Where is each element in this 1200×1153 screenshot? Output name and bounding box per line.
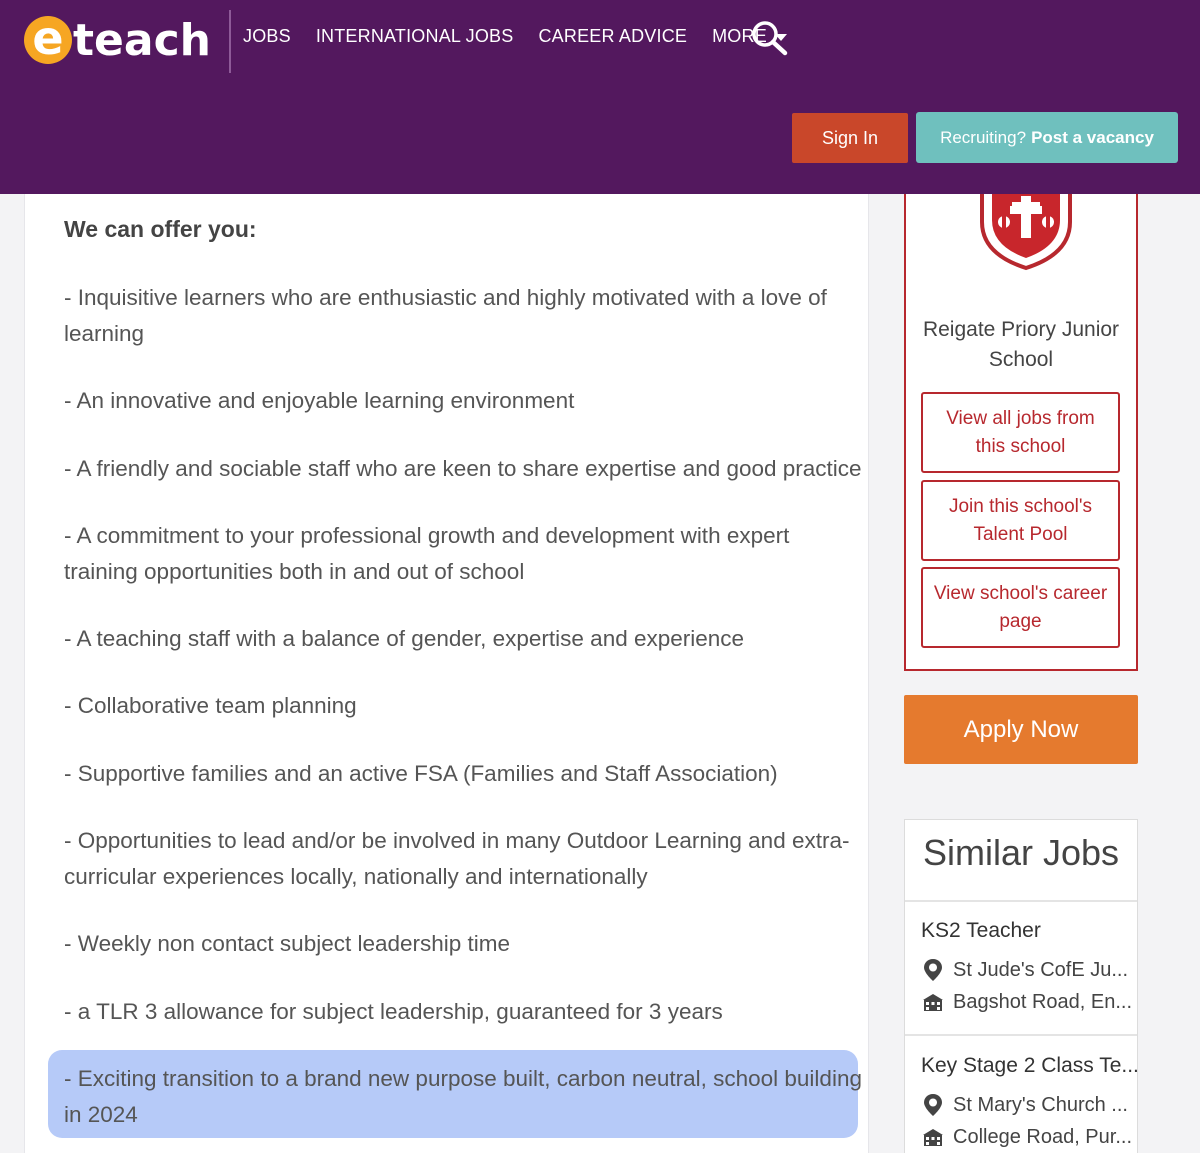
logo-letter: e — [24, 16, 72, 64]
nav-item-career-advice[interactable]: CAREER ADVICE — [538, 26, 688, 46]
career-page-button[interactable]: View school's career page — [921, 567, 1120, 648]
site-header — [0, 0, 1200, 194]
building-icon — [921, 1125, 945, 1149]
nav-item-jobs[interactable]: JOBS — [243, 26, 291, 46]
nav-divider — [229, 10, 231, 73]
offer-item: - A teaching staff with a balance of gender, expertise and experience — [64, 626, 745, 651]
post-vacancy-prefix: Recruiting? — [940, 127, 1027, 147]
sign-in-button[interactable]: Sign In — [792, 113, 908, 163]
main-nav — [243, 26, 812, 47]
similar-job-address-text: College Road, Pur... — [953, 1125, 1132, 1148]
similar-jobs-title: Similar Jobs — [922, 832, 1120, 873]
building-icon — [921, 990, 945, 1014]
offer-item: - Supportive families and an active FSA (Families and Staff Association) — [64, 761, 778, 786]
logo-text: teach — [73, 14, 211, 66]
offer-item: - Collaborative team planning — [64, 693, 357, 718]
view-all-jobs-button[interactable]: View all jobs from this school — [921, 392, 1120, 473]
offer-item: - a TLR 3 allowance for subject leadership, guaranteed for 3 years — [64, 999, 723, 1024]
similar-job-title[interactable]: Key Stage 2 Class Te... — [921, 1054, 1139, 1077]
offer-item: - A commitment to your professional growth and development with expert training opportunities both in and out of school — [64, 523, 790, 584]
map-pin-icon — [921, 958, 945, 982]
similar-job-title[interactable]: KS2 Teacher — [921, 919, 1041, 942]
similar-divider — [905, 1034, 1137, 1036]
similar-divider — [905, 900, 1137, 902]
offer-item: - Weekly non contact subject leadership time — [64, 931, 511, 956]
school-crest-icon — [974, 192, 1078, 272]
map-pin-icon — [921, 1093, 945, 1117]
apply-now-button[interactable]: Apply Now — [904, 695, 1138, 764]
similar-job-address — [921, 1125, 1132, 1149]
join-talent-pool-button[interactable]: Join this school's Talent Pool — [921, 480, 1120, 561]
post-vacancy-label: Post a vacancy — [1031, 127, 1154, 147]
eteach-logo[interactable] — [24, 11, 211, 66]
similar-job-school — [921, 958, 1128, 982]
similar-job-school-name: St Jude's CofE Ju... — [953, 958, 1129, 981]
similar-job-address — [921, 990, 1132, 1014]
post-vacancy-button[interactable] — [916, 112, 1178, 163]
offer-item: - An innovative and enjoyable learning environment — [64, 388, 575, 413]
school-name: Reigate Priory Junior School — [922, 318, 1120, 371]
offer-heading: We can offer you: — [64, 216, 257, 242]
nav-item-international-jobs[interactable]: INTERNATIONAL JOBS — [315, 26, 514, 46]
offer-item: - Exciting transition to a brand new purpose built, carbon neutral, school building in 2024 — [64, 1066, 862, 1127]
similar-job-address-text: Bagshot Road, En... — [953, 990, 1133, 1013]
search-icon[interactable] — [750, 20, 788, 56]
offer-item: - Inquisitive learners who are enthusiastic and highly motivated with a love of learning — [64, 285, 827, 346]
offer-item: - A friendly and sociable staff who are keen to share expertise and good practice — [64, 456, 862, 481]
similar-job-school-name: St Mary's Church ... — [953, 1093, 1128, 1116]
nav-item-more-label: MORE — [712, 26, 767, 46]
offer-item: - Opportunities to lead and/or be involved in many Outdoor Learning and extra-curricular experiences locally, nationally and internationally — [64, 828, 850, 889]
similar-job-school — [921, 1093, 1128, 1117]
